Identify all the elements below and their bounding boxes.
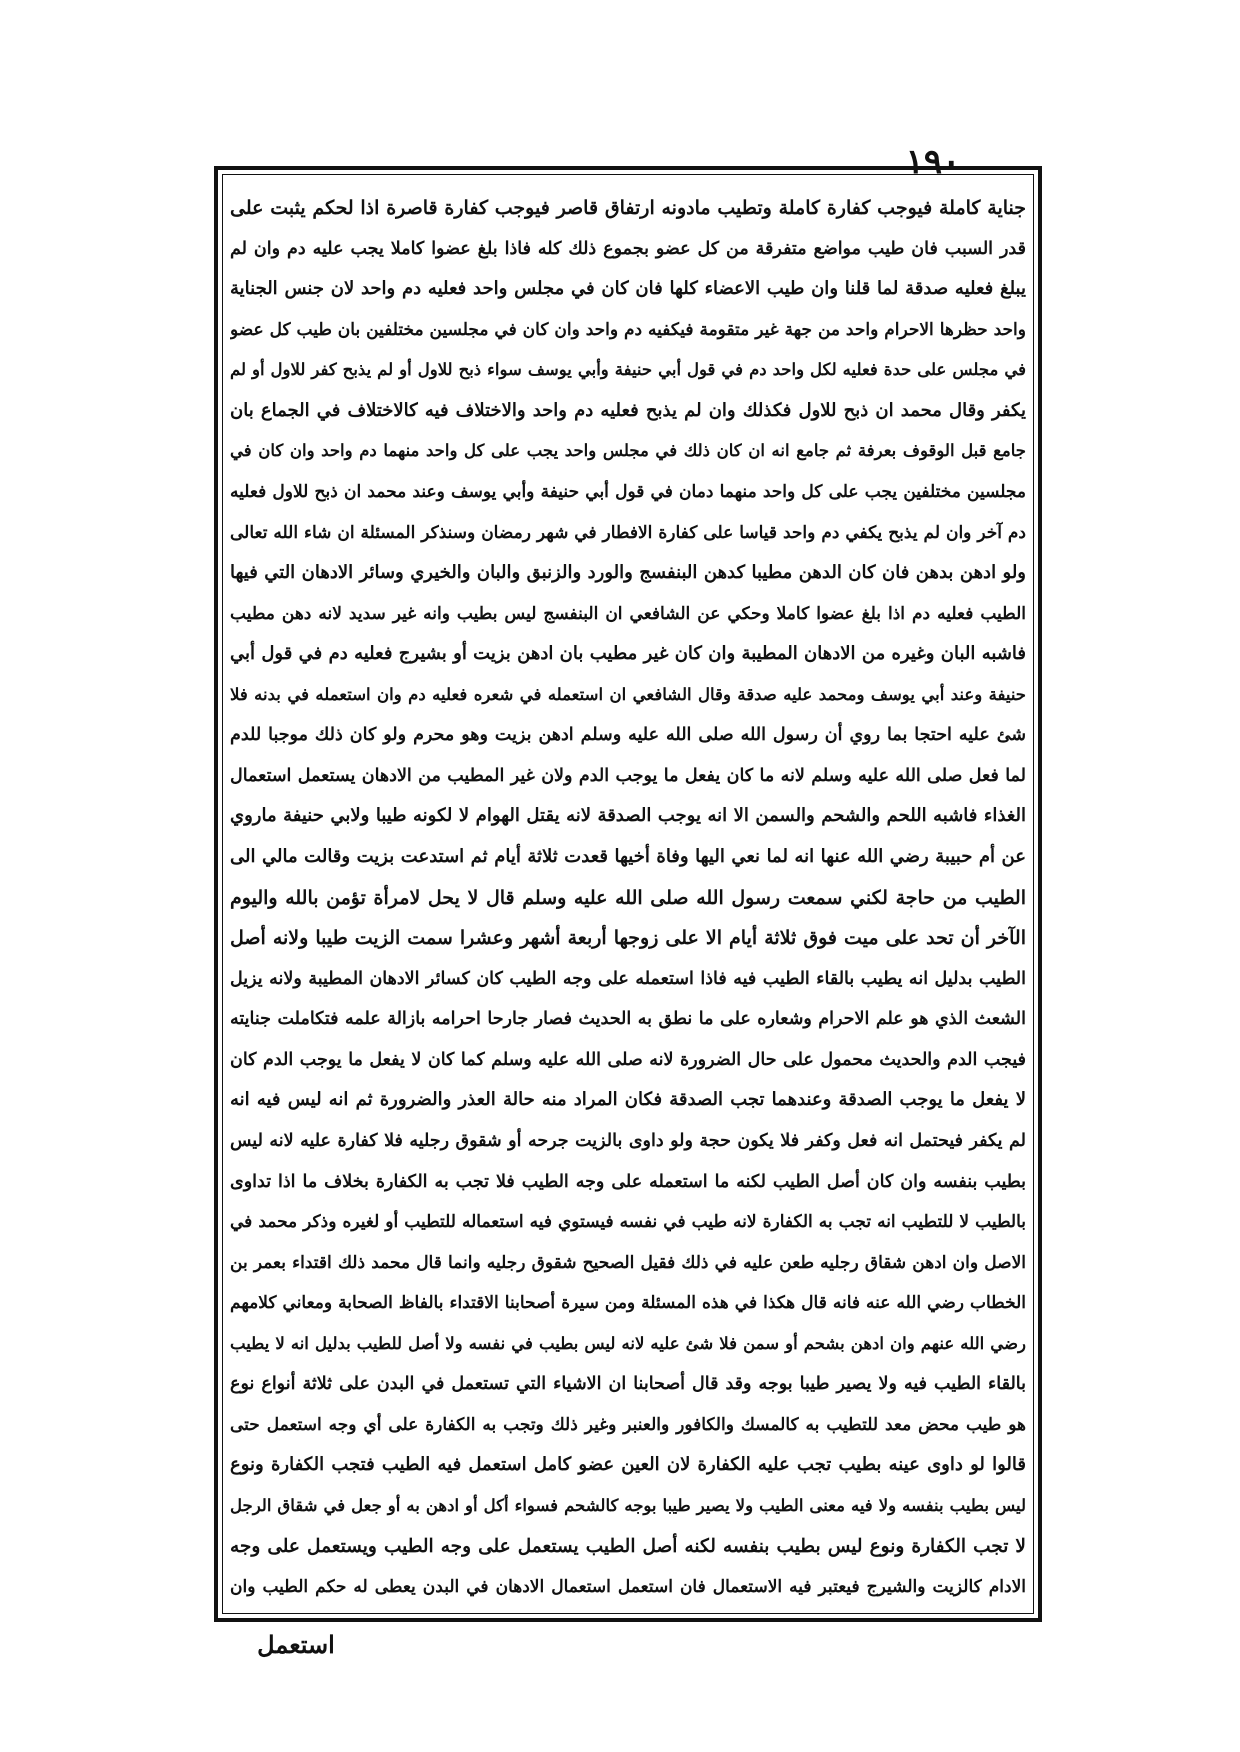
text-line: لا يفعل ما يوجب الصدقة وعندهما تجب الصدقة فكان المراد منه حالة العذر والضرورة ثم انه ليس فيه انه (230, 1089, 1026, 1111)
text-line: دم آخر وان لم يذبح يكفي دم واحد قياسا على كفارة الافطار في شهر رمضان وسنذكر المسئلة ان شاء الله تعالى (230, 522, 1026, 543)
text-line: شئ عليه احتجا بما روي أن رسول الله صلى الله عليه وسلم ادهن بزيت وهو محرم ولو كان ذلك موجبا للدم (230, 725, 1026, 746)
body-text (230, 188, 1026, 1608)
text-line: مجلسين مختلفين يجب على كل واحد منهما دمان في قول أبي حنيفة وأبي يوسف وعند محمد ان ذبح للاول فعليه (230, 481, 1026, 502)
text-line: لم يكفر فيحتمل انه فعل وكفر فلا يكون حجة ولو داوى بالزيت جرحه أو شقوق رجليه فلا كفارة عليه لانه ليس (230, 1130, 1026, 1151)
text-line: جناية كاملة فيوجب كفارة كاملة وتطيب مادونه ارتفاق قاصر فيوجب كفارة قاصرة اذا لحكم يثبت على (230, 197, 1026, 219)
text-line: حنيفة وعند أبي يوسف ومحمد عليه صدقة وقال الشافعي ان استعمله في شعره فعليه دم وان استعمله في بدنه فلا (230, 684, 1026, 704)
text-line: الطيب فعليه دم اذا بلغ عضوا كاملا وحكي عن الشافعي ان البنفسج ليس بطيب وانه غير سديد لانه دهن مطيب (230, 603, 1026, 624)
text-line: الاصل وان ادهن شقاق رجليه طعن عليه في ذلك فقيل الصحيح شقوق رجليه وانما قال محمد ذلك اقتداء بعمر بن (230, 1252, 1026, 1273)
catchword: استعمل (257, 1630, 335, 1659)
text-line: جامع قبل الوقوف بعرفة ثم جامع انه ان كان ذلك في مجلس واحد يجب على كل واحد منهما دم واحد وان كان في (230, 441, 1026, 461)
text-line: ليس بطيب بنفسه ولا فيه معنى الطيب ولا يصير طيبا بوجه كالشحم فسواء أكل أو ادهن به أو جعل في شقاق الرجل (230, 1496, 1026, 1515)
text-line: الادام كالزيت والشيرج فيعتبر فيه الاستعمال فان استعمل استعمال الادهان في البدن يعطى له حكم الطيب وان (230, 1577, 1026, 1598)
page-number: ١٩٠ (905, 142, 961, 182)
text-line: الخطاب رضي الله عنه فانه قال هكذا في هذه المسئلة ومن سيرة أصحابنا الاقتداء بالفاظ الصحابة ومعاني كلامهم (230, 1293, 1026, 1314)
text-line: يكفر وقال محمد ان ذبح للاول فكذلك وان لم يذبح فعليه دم واحد والاختلاف فيه كالاختلاف في الجماع بان (230, 399, 1026, 421)
text-line: الغذاء فاشبه اللحم والشحم والسمن الا انه يوجب الصدقة لانه يقتل الهوام لا لكونه طيبا ولابي حنيفة ماروي (230, 805, 1026, 827)
text-line: الآخر أن تحد على ميت فوق ثلاثة أيام الا على زوجها أربعة أشهر وعشرا سمت الزيت طيبا ولانه أصل (230, 927, 1026, 950)
text-line: بالقاء الطيب فيه ولا يصير طيبا بوجه وقد قال أصحابنا ان الاشياء التي تستعمل في البدن على ثلاثة أنواع نوع (230, 1374, 1026, 1395)
text-line: يبلغ فعليه صدقة لما قلنا وان طيب الاعضاء كلها فان كان في مجلس واحد فعليه دم واحد لان جنس الجناية (230, 278, 1026, 300)
text-line: بطيب بنفسه وان كان أصل الطيب لكنه ما استعمله على وجه الطيب فلا تجب به الكفارة بخلاف ما اذا تداوى (230, 1171, 1026, 1192)
text-line: فاشبه البان وغيره من الادهان المطيبة وان كان غير مطيب بان ادهن بزيت أو بشيرج فعليه دم في قول أبي (230, 643, 1026, 665)
text-line: رضي الله عنهم وان ادهن بشحم أو سمن فلا شئ عليه لانه ليس بطيب في نفسه ولا أصل للطيب بدليل انه لا يطيب (230, 1333, 1026, 1353)
text-line: لما فعل صلى الله عليه وسلم لانه ما كان يفعل ما يوجب الدم ولان غير المطيب من الادهان يستعمل استعمال (230, 765, 1026, 786)
text-line: بالطيب لا للتطيب انه تجب به الكفارة لانه طيب في نفسه فيستوي فيه استعماله للتطيب أو لغيره وذكر محمد في (230, 1212, 1026, 1233)
text-line: فيجب الدم والحديث محمول على حال الضرورة لانه صلى الله عليه وسلم كما كان لا يفعل ما يوجب الدم كان (230, 1049, 1026, 1070)
text-line: الطيب بدليل انه يطيب بالقاء الطيب فيه فاذا استعمله على وجه الطيب كان كسائر الادهان المطيبة ولانه يزيل (230, 968, 1026, 989)
text-line: الشعث الذي هو علم الاحرام وشعاره على ما نطق به الحديث فصار جارحا احرامه بازالة علمه فتكاملت جنايته (230, 1009, 1026, 1030)
text-line: ولو ادهن بدهن فان كان الدهن مطيبا كدهن البنفسج والورد والزنبق والبان والخيري وسائر الادهان التي فيها (230, 562, 1026, 584)
text-line: واحد حظرها الاحرام واحد من جهة غير متقومة فيكفيه دم واحد وان كان في مجلسين مختلفين بان طيب كل عضو (230, 319, 1026, 340)
text-line: في مجلس على حدة فعليه لكل واحد دم في قول أبي حنيفة وأبي يوسف سواء ذبح للاول أو لم يذبح كفر للاول أو لم (230, 360, 1026, 380)
text-line: هو طيب محض معد للتطيب به كالمسك والكافور والعنبر وغير ذلك وتجب به الكفارة على أي وجه استعمل حتى (230, 1414, 1026, 1435)
text-line: قالوا لو داوى عينه بطيب تجب عليه الكفارة لان العين عضو كامل استعمل فيه الطيب فتجب الكفارة ونوع (230, 1454, 1026, 1476)
text-line: لا تجب الكفارة ونوع ليس بطيب بنفسه لكنه أصل الطيب يستعمل على وجه الطيب ويستعمل على وجه (230, 1535, 1026, 1557)
text-line: الطيب من حاجة لكني سمعت رسول الله صلى الله عليه وسلم قال لا يحل لامرأة تؤمن بالله واليوم (230, 886, 1026, 909)
text-line: عن أم حبيبة رضي الله عنها انه لما نعي اليها وفاة أخيها قعدت ثلاثة أيام ثم استدعت بزيت وقالت مالي الى (230, 846, 1026, 867)
text-line: قدر السبب فان طيب مواضع متفرقة من كل عضو بجموع ذلك كله فاذا بلغ عضوا كاملا يجب عليه دم وان لم (230, 238, 1026, 259)
